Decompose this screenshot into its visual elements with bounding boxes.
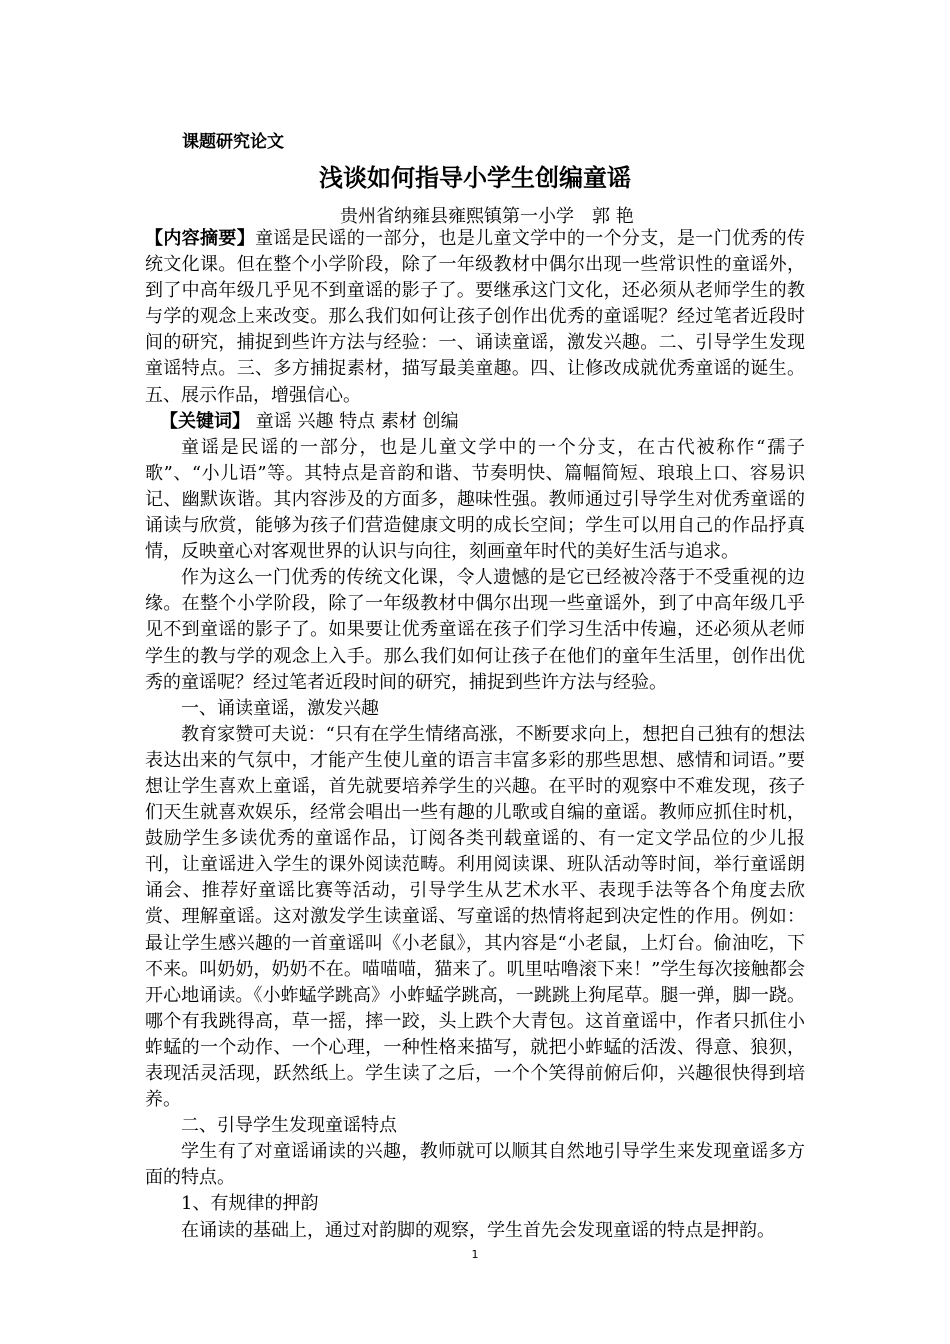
body-paragraph: 在诵读的基础上，通过对韵脚的观察，学生首先会发现童谣的特点是押韵。 xyxy=(181,1219,775,1241)
subsection-heading: 1、有规律的押韵 xyxy=(181,1193,319,1215)
page-number: 1 xyxy=(471,1248,479,1261)
keywords-paragraph xyxy=(145,409,805,435)
keywords-heading: 【关键词】 xyxy=(160,410,250,432)
paper-body xyxy=(145,226,805,1244)
paper-title: 浅谈如何指导小学生创编童谣 xyxy=(319,164,631,192)
body-paragraph: 学生有了对童谣诵读的兴趣，教师就可以顺其自然地引导学生来发现童谣多方面的特点。 xyxy=(145,1141,805,1189)
body-paragraph: 作为这么一门优秀的传统文化课，令人遗憾的是它已经被冷落于不受重视的边缘。在整个小学阶段，除了一年级教材中偶尔出现一些童谣外，到了中高年级几乎见不到童谣的影子了。如果要让优秀童谣在孩子们学习生活中传遍，还必须从老师学生的教与学的观念上入手。那么我们如何让孩子在他们的童年生活里，创作出优秀的童谣呢？经过笔者近段时间的研究，捕捉到些许方法与经验。 xyxy=(145,567,805,693)
paper-type-label: 课题研究论文 xyxy=(182,132,284,152)
section-heading: 一、诵读童谣，激发兴趣 xyxy=(181,697,379,719)
abstract-heading: 【内容摘要】 xyxy=(145,228,256,249)
section-heading: 二、引导学生发现童谣特点 xyxy=(181,1115,397,1137)
keywords-text: 童谣 兴趣 特点 素材 创编 xyxy=(250,410,459,432)
body-paragraph: 教育家赞可夫说：“只有在学生情绪高涨，不断要求向上，想把自己独有的想法表达出来的气氛中，才能产生使儿童的语言丰富多彩的那些思想、感情和词语。”要想让学生喜欢上童谣，首先就要培养学生的兴趣。在平时的观察中不难发现，孩子们天生就喜欢娱乐，经常会唱出一些有趣的儿歌或自编的童谣。教师应抓住时机，鼓励学生多读优秀的童谣作品，订阅各类刊载童谣的、有一定文学品位的少儿报刊，让童谣进入学生的课外阅读范畴。利用阅读课、班队活动等时间，举行童谣朗诵会、推荐好童谣比赛等活动，引导学生从艺术水平、表现手法等各个角度去欣赏、理解童谣。这对激发学生读童谣、写童谣的热情将起到决定性的作用。例如：最让学生感兴趣的一首童谣叫《小老鼠》，其内容是“小老鼠，上灯台。偷油吃，下不来。叫奶奶，奶奶不在。喵喵喵，猫来了。叽里咕噜滚下来！”学生每次接触都会开心地诵读。《小蚱蜢学跳高》小蚱蜢学跳高，一跳跳上狗尾草。腿一弹，脚一跷。哪个有我跳得高，草一摇，摔一跤，头上跌个大青包。这首童谣中，作者只抓住小蚱蜢的一个动作、一个心理，一种性格来描写，就把小蚱蜢的活泼、得意、狼狈，表现活灵活现，跃然纸上。学生读了之后，一个个笑得前俯后仰，兴趣很快得到培养。 xyxy=(145,723,805,1111)
abstract-text: 童谣是民谣的一部分，也是儿童文学中的一个分支，是一门优秀的传统文化课。但在整个小学阶段，除了一年级教材中偶尔出现一些常识性的童谣外，到了中高年级几乎见不到童谣的影子了。要继承这门文化，还必须从老师学生的教与学的观念上来改变。那么我们如何让孩子创作出优秀的童谣呢？经过笔者近段时间的研究，捕捉到些许方法与经验：一、诵读童谣，激发兴趣。二、引导学生发现童谣特点。三、多方捕捉素材，描写最美童趣。四、让修改成就优秀童谣的诞生。五、展示作品，增强信心。 xyxy=(145,228,806,406)
abstract-paragraph xyxy=(145,226,805,409)
body-paragraph: 童谣是民谣的一部分，也是儿童文学中的一个分支，在古代被称作“孺子歌”、“小儿语”等。其特点是音韵和谐、节奏明快、篇幅简短、琅琅上口、容易识记、幽默诙谐。其内容涉及的方面多，趣味性强。教师通过引导学生对优秀童谣的诵读与欣赏，能够为孩子们营造健康文明的成长空间；学生可以用自己的作品抒真情，反映童心对客观世界的认识与向往，刻画童年时代的美好生活与追求。 xyxy=(145,436,805,563)
author-line: 贵州省纳雍县雍熙镇第一小学 郭 艳 xyxy=(340,206,634,227)
